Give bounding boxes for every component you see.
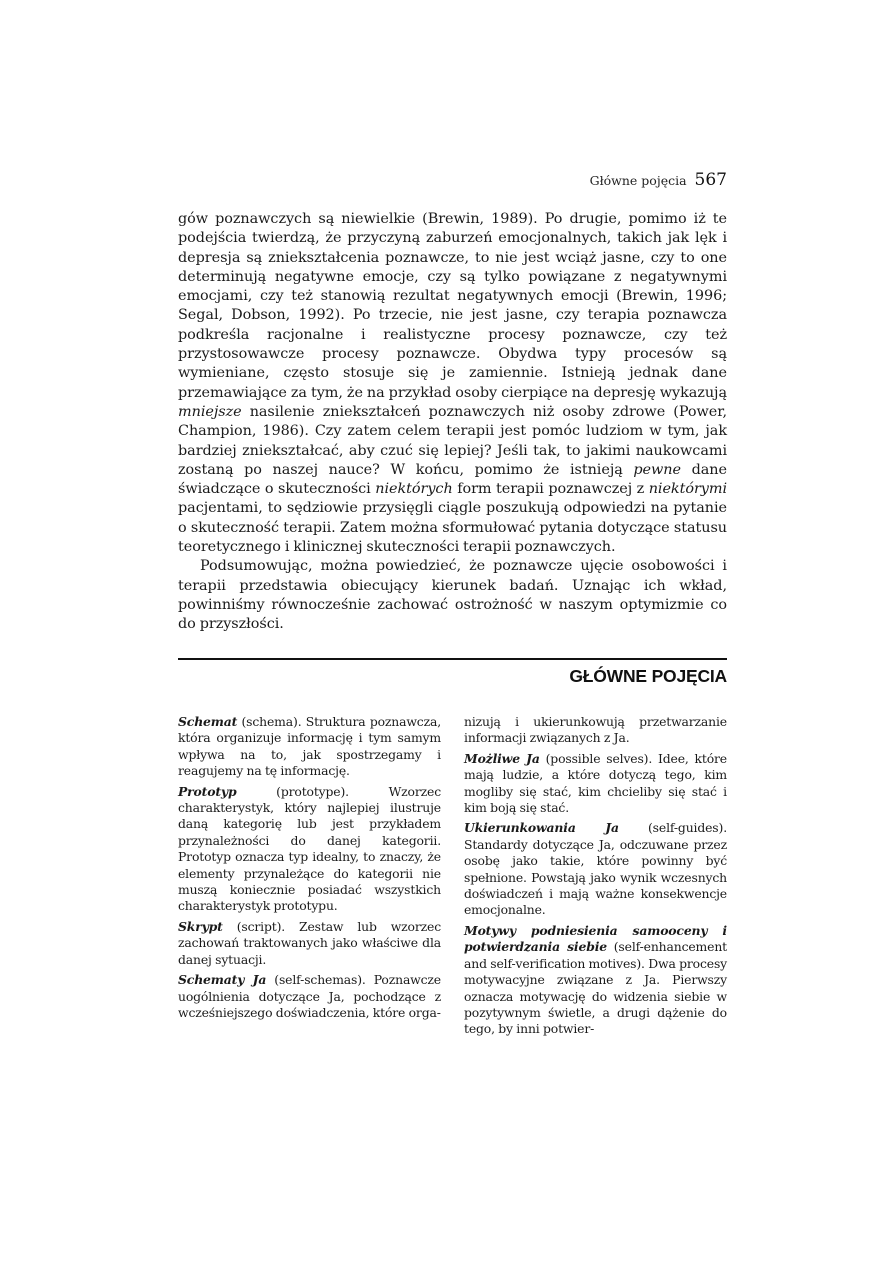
paragraph-1 bbox=[178, 210, 727, 557]
glossary-definition: (self-enhancement and self-verification motives). Dwa procesy motywacyjne związane z Ja. Pierwszy oznacza motywację do widzenia siebie w pozytywnym świetle, a drugi dążenie do tego, by inni potwier- bbox=[464, 939, 727, 1037]
glossary-term: Skrypt bbox=[178, 918, 223, 934]
text-run: nasilenie zniekształceń poznawczych niż osoby zdrowe (Power, Champion, 1986). Czy zatem celem terapii jest pomóc ludziom w tym, jak bardziej zniekształcać, aby czuć się lepiej? Jeśli tak, to jakimi naukowcami zostaną po naszej nauce? W końcu, pomimo że istnieją bbox=[178, 403, 727, 478]
emphasis: mniejsze bbox=[178, 403, 242, 420]
glossary-continuation: nizują i ukierunkowują przetwarzanie informacji związanych z Ja. bbox=[464, 714, 727, 746]
glossary-column-left bbox=[178, 714, 441, 1042]
glossary-column-right bbox=[464, 714, 727, 1042]
glossary-term: Prototyp bbox=[178, 783, 237, 799]
section-rule bbox=[178, 658, 727, 660]
glossary-term: Schemat bbox=[178, 714, 238, 729]
page-number: 567 bbox=[694, 170, 727, 190]
glossary-term: Schematy Ja bbox=[178, 972, 267, 988]
glossary-definition: (script). Zestaw lub wzorzec zachowań traktowanych jako właściwe dla danej sytuacji. bbox=[178, 918, 441, 967]
glossary bbox=[178, 714, 727, 1042]
emphasis: niektórymi bbox=[648, 481, 727, 498]
glossary-definition: (schema). Struktura poznawcza, która organizuje informację i tym samym wpływa na to, jak spostrzegamy i reagujemy na tę informację. bbox=[178, 714, 441, 779]
glossary-entry bbox=[178, 784, 441, 915]
paragraph-2: Podsumowując, można powiedzieć, że poznawcze ujęcie osobowości i terapii przedstawia obiecujący kierunek badań. Uznając ich wkład, powinniśmy równocześnie zachować ostrożność w naszym optymizmie co do przyszłości. bbox=[178, 558, 727, 633]
glossary-term: Ukierunkowania Ja bbox=[464, 820, 619, 836]
running-head bbox=[590, 170, 727, 190]
glossary-entry bbox=[178, 919, 441, 968]
section-title: GŁÓWNE POJĘCIA bbox=[569, 666, 727, 686]
glossary-term: Motywy podniesienia samooceny i potwierdzania siebie bbox=[464, 922, 727, 955]
glossary-definition: (self-guides). Standardy dotyczące Ja, odczuwane przez osobę jako takie, które powinny być spełnione. Powstają jako wynik wczesnych doświadczeń i mają ważne konsekwencje emocjonalne. bbox=[464, 820, 727, 918]
text-run: pacjentami, to sędziowie przysięgli ciągle poszukują odpowiedzi na pytanie o skuteczność terapii. Zatem można sformułować pytania dotyczące statusu teoretycznego i klinicznej skuteczności terapii poznawczych. bbox=[178, 500, 727, 556]
glossary-entry bbox=[464, 923, 727, 1038]
emphasis: niektórych bbox=[375, 481, 453, 498]
text-run: gów poznawczych są niewielkie (Brewin, 1989). Po drugie, pomimo iż te podejścia twierdzą, że przyczyną zaburzeń emocjonalnych, takich jak lęk i depresja są zniekształcenia poznawcze, to nie jest wciąż jasne, czy to one determinują negatywne emocje, czy są tylko powiązane z negatywnymi emocjami, czy też stanowią rezultat negatywnych emocji (Brewin, 1996; Segal, Dobson, 1992). Po trzecie, nie jest jasne, czy terapia poznawcza podkreśla racjonalne i realistyczne procesy poznawcze, czy też przystosowawcze procesy poznawcze. Obydwa typy procesów są wymieniane, często stosuje się je zamiennie. Istnieją jednak dane przemawiające za tym, że na przykład osoby cierpiące na depresję wykazują bbox=[178, 211, 727, 401]
running-title: Główne pojęcia bbox=[589, 173, 687, 188]
glossary-entry bbox=[178, 714, 441, 780]
glossary-entry bbox=[178, 972, 441, 1021]
main-text bbox=[178, 210, 727, 635]
text-run: form terapii poznawczej z bbox=[452, 481, 649, 498]
glossary-definition: (self-schemas). Poznawcze uogólnienia dotyczące Ja, pochodzące z wcześniejszego doświadczenia, które orga- bbox=[178, 972, 441, 1020]
glossary-definition: (possible selves). Idee, które mają ludzie, a które dotyczą tego, kim mogliby się stać, kim chcieliby się stać i kim boją się stać. bbox=[464, 750, 727, 816]
emphasis: pewne bbox=[633, 461, 681, 478]
glossary-definition: (prototype). Wzorzec charakterystyk, który najlepiej ilustruje daną kategorię lub jest przykładem przynależności do danej kategorii. Prototyp oznacza typ idealny, to znaczy, że elementy przynależące do kategorii nie muszą koniecznie posiadać wszystkich charakterystyk prototypu. bbox=[178, 783, 441, 914]
glossary-term: Możliwe Ja bbox=[464, 750, 540, 766]
text-run: dane świadczące o skuteczności bbox=[178, 461, 727, 498]
glossary-entry bbox=[464, 820, 727, 918]
glossary-entry bbox=[464, 751, 727, 817]
